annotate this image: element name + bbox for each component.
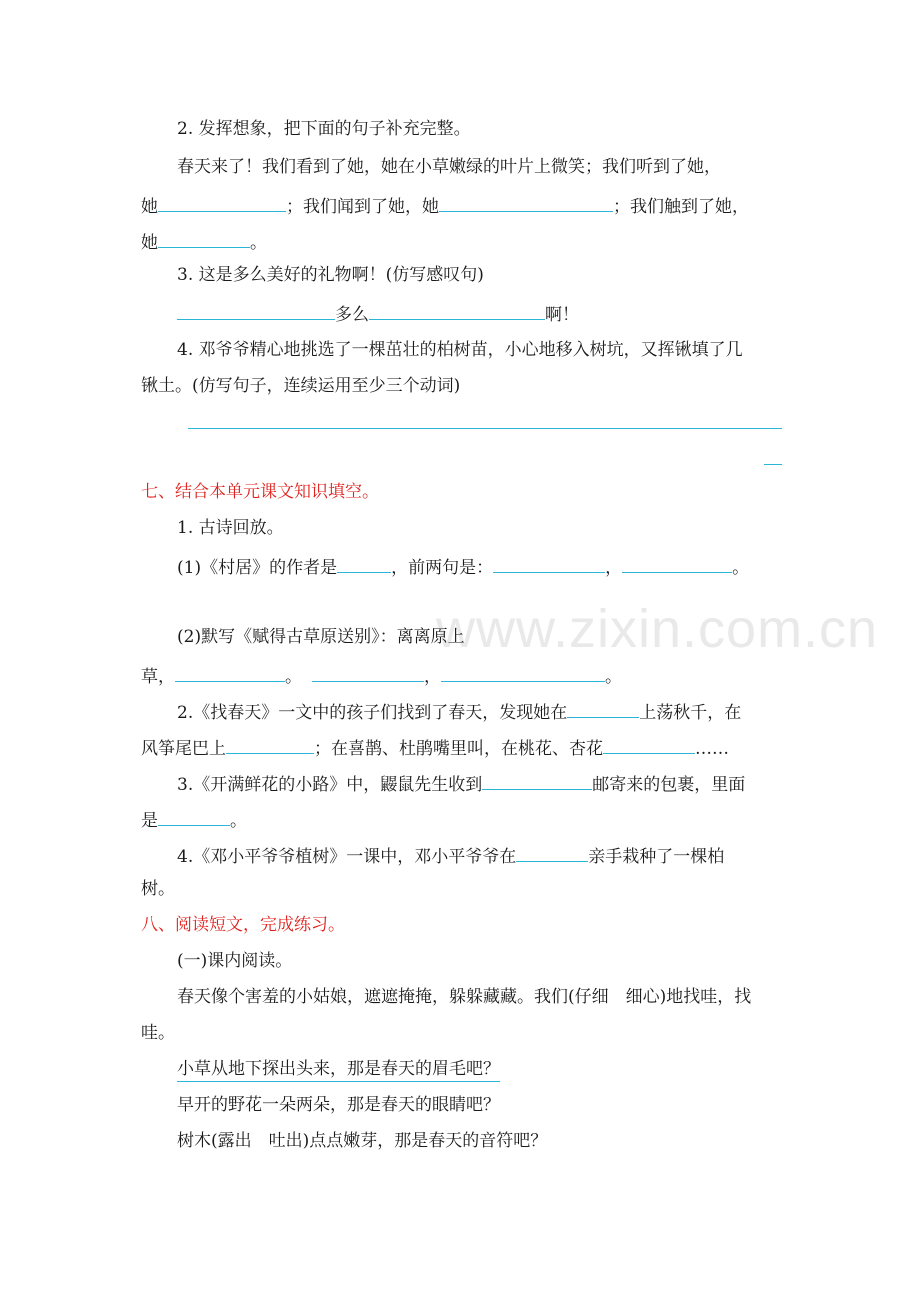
- answer-blank[interactable]: [226, 733, 314, 754]
- section-7-heading: 七、结合本单元课文知识填空。: [141, 482, 379, 502]
- sec7-item2-line2: [141, 733, 729, 761]
- text-fragment: 。: [250, 233, 267, 253]
- text-fragment: 3.《开满鲜花的小路》中，鼹鼠先生收到: [177, 775, 483, 795]
- answer-blank[interactable]: [482, 769, 592, 790]
- sec7-item3-line1: [177, 769, 745, 797]
- watermark: www.zixin.com.cn: [436, 599, 879, 659]
- answer-blank[interactable]: [158, 227, 250, 248]
- text-fragment: ；我们闻到了她，她: [286, 197, 439, 217]
- sec7-item1-part1: [177, 552, 749, 580]
- answer-blank[interactable]: [158, 805, 230, 826]
- answer-blank[interactable]: [603, 733, 695, 754]
- q2-line2: [141, 191, 749, 219]
- text-fragment: ……: [695, 739, 729, 759]
- text-fragment: 她: [141, 233, 158, 253]
- sec7-item1-part2: (2)默写《赋得古草原送别》：离离原上: [177, 627, 465, 647]
- underlined-text: 小草从地下探出头来，那是春天的眉毛吧？: [177, 1059, 500, 1082]
- sec7-item1-part2-blanks: [141, 661, 622, 689]
- answer-blank[interactable]: [439, 191, 613, 212]
- text-fragment: 啊！: [545, 305, 579, 325]
- answer-blank[interactable]: [622, 552, 732, 573]
- text-fragment: ；在喜鹊、杜鹃嘴里叫，在桃花、杏花: [314, 739, 603, 759]
- answer-line-end[interactable]: [764, 464, 782, 465]
- text-fragment: 亲手栽种了一棵柏: [588, 847, 725, 867]
- sec8-subheading: (一)课内阅读。: [177, 951, 293, 971]
- q2-title: 2. 发挥想象，把下面的句子补充完整。: [177, 119, 471, 139]
- passage-underlined-sentence: [177, 1057, 500, 1081]
- text-fragment: 她: [141, 197, 158, 217]
- text-fragment: 。: [230, 811, 247, 831]
- answer-blank[interactable]: [337, 552, 391, 573]
- q4-line1: 4. 邓爷爷精心地挑选了一棵茁壮的柏树苗，小心地移入树坑，又挥锹填了几: [177, 340, 743, 360]
- answer-blank[interactable]: [369, 299, 545, 320]
- passage-line4: 早开的野花一朵两朵，那是春天的眼睛吧？: [177, 1095, 500, 1115]
- answer-blank[interactable]: [441, 661, 605, 682]
- text-fragment: 是: [141, 811, 158, 831]
- sec7-item4-line1: [177, 841, 724, 869]
- sec7-item2-line1: [177, 697, 741, 725]
- q3-title: 3. 这是多么美好的礼物啊！(仿写感叹句): [177, 265, 484, 285]
- q2-line3: [141, 227, 267, 255]
- passage-line2: 哇。: [141, 1023, 175, 1043]
- text-fragment: 4.《邓小平爷爷植树》一课中，邓小平爷爷在: [177, 847, 517, 867]
- q4-line2: 锹土。(仿写句子，连续运用至少三个动词): [141, 376, 461, 396]
- section-8-heading: 八、阅读短文，完成练习。: [141, 915, 345, 935]
- text-fragment: (1)《村居》的作者是: [177, 558, 338, 578]
- answer-line[interactable]: [188, 428, 782, 429]
- passage-line5: 树木(露出 吐出)点点嫩芽，那是春天的音符吧？: [177, 1131, 548, 1151]
- text-fragment: 。: [605, 667, 622, 687]
- text-fragment: ，前两句是：: [391, 558, 494, 578]
- answer-blank[interactable]: [567, 697, 639, 718]
- answer-blank[interactable]: [177, 299, 335, 320]
- text-fragment: 。: [732, 558, 750, 578]
- passage-line1: 春天像个害羞的小姑娘，遮遮掩掩，躲躲藏藏。我们(仔细 细心)地找哇，找: [177, 987, 752, 1007]
- sec7-item3-line2: [141, 805, 247, 833]
- answer-blank[interactable]: [175, 661, 285, 682]
- answer-blank[interactable]: [312, 661, 424, 682]
- text-fragment: 2.《找春天》一文中的孩子们找到了春天，发现她在: [177, 703, 568, 723]
- text-fragment: 。: [285, 667, 302, 687]
- text-fragment: 草，: [141, 667, 175, 687]
- q2-line1: 春天来了！我们看到了她，她在小草嫩绿的叶片上微笑；我们听到了她，: [177, 157, 721, 177]
- answer-blank[interactable]: [158, 191, 286, 212]
- text-fragment: ；我们触到了她，: [613, 197, 749, 217]
- q3-answer-line: [177, 299, 579, 327]
- text-fragment: ，: [424, 667, 441, 687]
- sec7-item1-title: 1. 古诗回放。: [177, 518, 284, 538]
- text-fragment: 多么: [335, 305, 369, 325]
- answer-blank[interactable]: [516, 841, 588, 862]
- text-fragment: 上荡秋千，在: [639, 703, 742, 723]
- text-fragment: 邮寄来的包裹，里面: [592, 775, 746, 795]
- sec7-item4-line2: 树。: [141, 879, 175, 899]
- text-fragment: 风筝尾巴上: [141, 739, 226, 759]
- text-fragment: ，: [605, 558, 623, 578]
- answer-blank[interactable]: [493, 552, 605, 573]
